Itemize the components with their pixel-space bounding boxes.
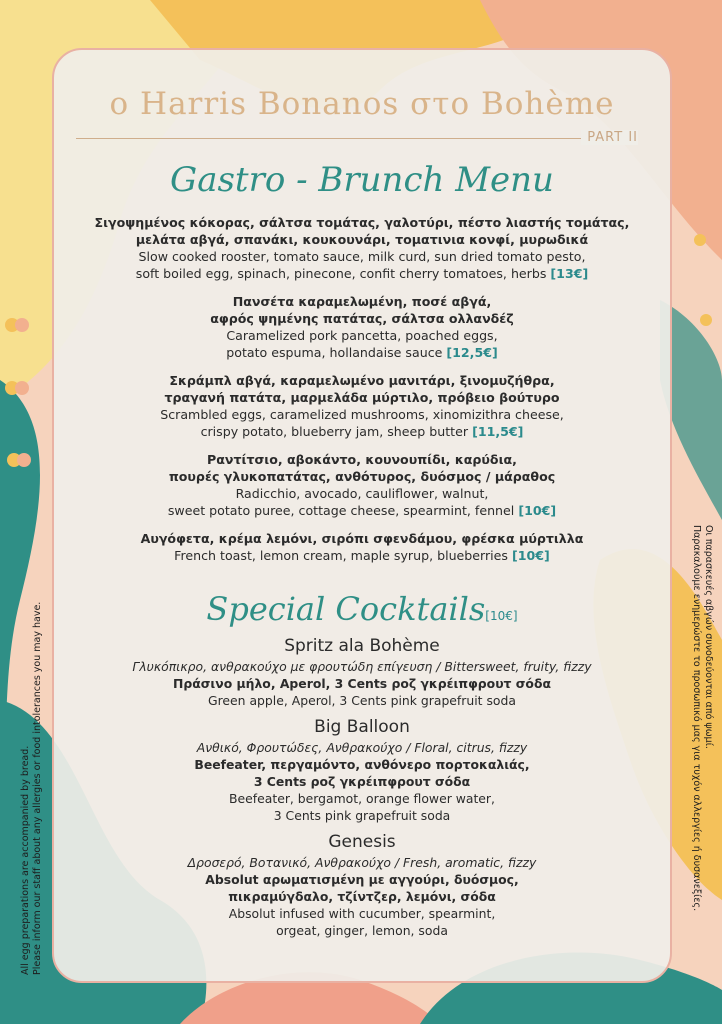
price: [11,5€] [472,424,524,439]
price: [10€] [512,548,550,563]
price: [10€] [518,503,557,518]
allergy-note-greek: Οι παρασκευές αβγών συνοδεύονται από ψωμί. Παρακαλούμε ενημερώστε το προσωπικό μας για τυχόν αλλεργίες ή δυσανεξίες. [691,525,714,912]
cocktail-item: Spritz ala Bohème Γλυκόπικρο, ανθρακούχο με φρουτώδη επίγευση / Bittersweet, fruity, fizzy Πράσινο μήλο, Aperol, 3 Cents ροζ γκρέιπφρουτ σόδα Green apple, Aperol, 3 Cents pink grapefruit soda [54,636,670,709]
cocktail-item: Genesis Δροσερό, Βοτανικό, Ανθρακούχο / Fresh, aromatic, fizzy Absolut αρωματισμένη με αγγούρι, δυόσμος, πικραμύγδαλο, τζίντζερ, λεμόνι, σόδα Absolut infused with cucumber, spearmint, orgeat, ginger, lemon, soda [54,832,670,939]
cocktails-title: Special Cocktails[10€] [206,590,518,628]
menu-card [52,48,672,983]
menu-item: Σιγοψημένος κόκορας, σάλτσα τομάτας, γαλοτύρι, πέστο λιαστής τομάτας, μελάτα αβγά, σπανάκι, κουκουνάρι, τοματινια κονφί, μυρωδικά Slow cooked rooster, tomato sauce, milk curd, sun dried tomato pesto, soft boiled egg, spinach, pinecone, confit cherry tomatoes, herbs [13€] [94,215,630,281]
cocktail-name: Genesis [328,832,396,852]
cocktail-name: Spritz ala Bohème [284,636,440,656]
restaurant-title: o Harris Bonanos στο Bohème [109,86,615,122]
menu-item: Πανσέτα καραμελωμένη, ποσέ αβγά, αφρός ψημένης πατάτας, σάλτσα ολλανδέζ Caramelized pork pancetta, poached eggs, potato espuma, hollandaise sauce [12,5€] [210,294,514,360]
menu-item: Σκράμπλ αβγά, καραμελωμένο μανιτάρι, ξινομυζήθρα, τραγανή πατάτα, μαρμελάδα μύρτιλο, πρόβειο βούτυρο Scrambled eggs, caramelized mushrooms, xinomizithra cheese, crispy potato, blueberry jam, sheep butter [11,5€] [160,373,564,439]
cocktails-section [54,590,670,939]
brunch-menu-list [54,214,670,575]
menu-title: Gastro - Brunch Menu [170,160,554,200]
menu-item: Ραντίτσιο, αβοκάντο, κουνουπίδι, καρύδια, πουρές γλυκοπατάτας, ανθότυρος, δυόσμος / μάραθος Radicchio, avocado, cauliflower, walnut, sweet potato puree, cottage cheese, spearmint, fennel [10€] [167,452,557,518]
allergy-note-english: All egg preparations are accompanied by bread. Please inform our staff about any allergies or food intolerances you may have. [20,601,43,975]
part-label: PART II [581,130,638,145]
price: [13€] [550,266,589,281]
title-divider [76,138,624,139]
cocktail-item: Big Balloon Ανθικό, Φρουτώδες, Ανθρακούχο / Floral, citrus, fizzy Beefeater, περγαμόντο, ανθόνερο πορτοκαλιάς, 3 Cents ροζ γκρέιπφρουτ σόδα Beefeater, bergamot, orange flower water, 3 Cents pink grapefruit soda [54,717,670,824]
menu-item: Αυγόφετα, κρέμα λεμόνι, σιρόπι σφενδάμου, φρέσκα μύρτιλλα French toast, lemon cream, maple syrup, blueberries [10€] [140,531,584,563]
price: [12,5€] [446,345,498,360]
cocktail-name: Big Balloon [314,717,410,737]
cocktails-price: [10€] [485,609,518,623]
